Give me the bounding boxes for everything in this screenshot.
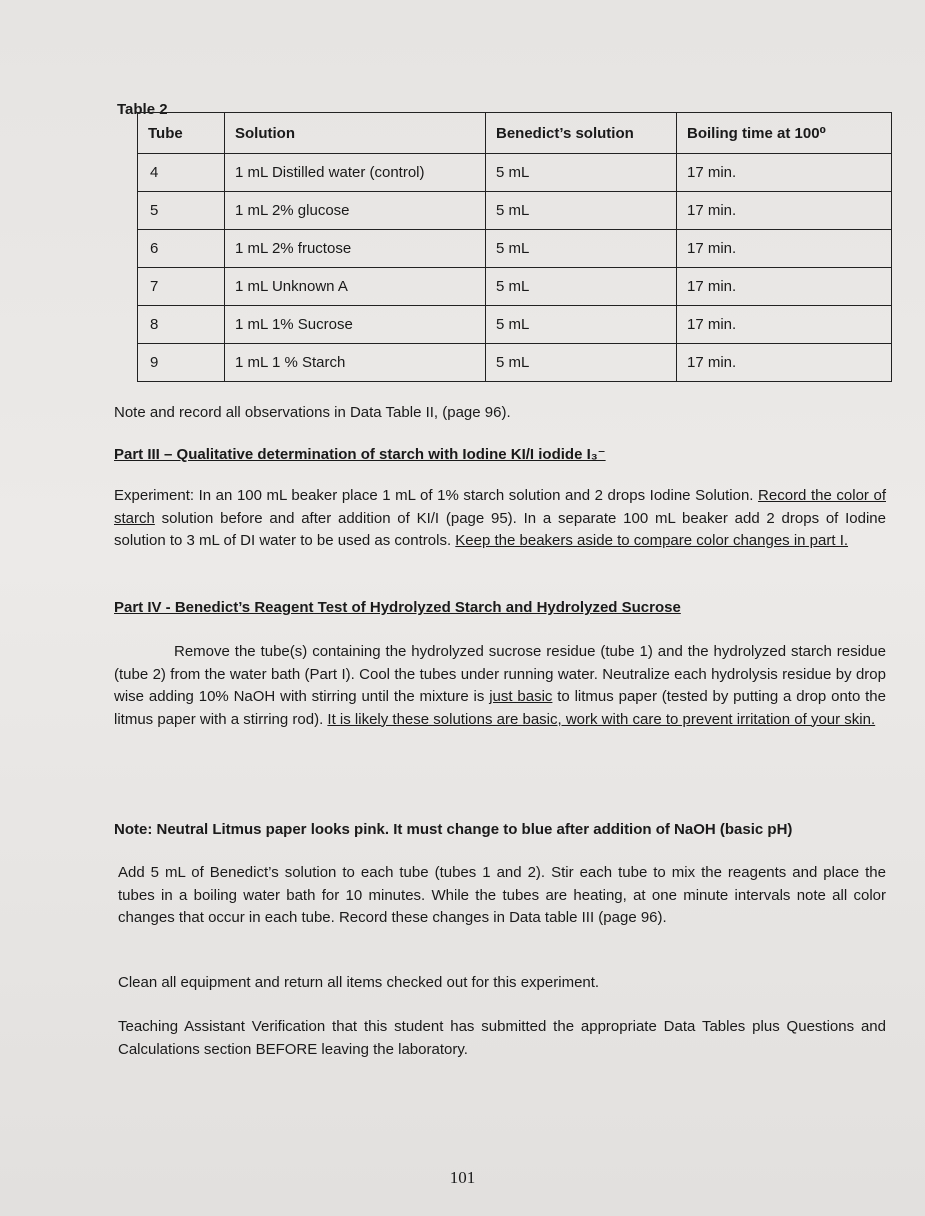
page-number: 101 (449, 1168, 476, 1187)
part4-heading: Part IV - Benedict’s Reagent Test of Hydrolyzed Starch and Hydrolyzed Sucrose (114, 599, 681, 616)
cell-tube: 4 (138, 154, 225, 192)
cell-solution: 1 mL 1% Sucrose (225, 306, 486, 344)
table-title: Table 2 (117, 101, 168, 118)
cell-benedicts: 5 mL (486, 192, 677, 230)
ta-verification: Teaching Assistant Verification that this student has submitted the appropriate Data Tables plus Questions and Calculations section BEFORE leaving the laboratory. (118, 1018, 886, 1058)
tube-table (137, 112, 892, 382)
table-row (138, 306, 892, 344)
cell-tube: 7 (138, 268, 225, 306)
cell-boiling-time: 17 min. (677, 154, 892, 192)
part4-text-1: Remove the tube(s) containing the hydrolyzed sucrose residue (tube 1) and the hydrolyzed starch residue (tube 2) from the water bath (Part I). Cool the tubes under running water. Neutralize each hydrolysis residue by drop wise adding 10% NaOH with stirring until the mixture is (114, 643, 886, 705)
part3-text-underlined-1: Record the color of starch (114, 487, 886, 527)
cell-benedicts: 5 mL (486, 230, 677, 268)
header-tube: Tube (138, 113, 225, 154)
part3-text-2: solution before and after addition of KI/I (page 95). In a separate 100 mL beaker add 2 drops of Iodine solution to 3 mL of DI water to be used as controls. (114, 509, 886, 549)
cleanup-instruction: Clean all equipment and return all items checked out for this experiment. (118, 974, 600, 991)
cell-benedicts: 5 mL (486, 154, 677, 192)
part3-text-underlined-2: Keep the beakers aside to compare color changes in part I. (455, 532, 849, 549)
table-row (138, 154, 892, 192)
table-header-row (138, 113, 892, 154)
cell-tube: 9 (138, 344, 225, 382)
benedict-instructions: Add 5 mL of Benedict’s solution to each tube (tubes 1 and 2). Stir each tube to mix the reagents and place the tubes in a boiling water bath for 10 minutes. While the tubes are heating, at one minute intervals note all color changes that occur in each tube. Record these changes in Data table III (page 96). (118, 864, 886, 926)
cell-tube: 5 (138, 192, 225, 230)
litmus-note: Note: Neutral Litmus paper looks pink. It must change to blue after addition of NaOH (basic pH) (114, 821, 793, 838)
table-row (138, 230, 892, 268)
part4-text (114, 641, 886, 731)
part4-text-underlined-1: just basic (489, 688, 553, 705)
cell-benedicts: 5 mL (486, 344, 677, 382)
part3-text (114, 485, 886, 553)
cell-solution: 1 mL Distilled water (control) (225, 154, 486, 192)
cell-boiling-time: 17 min. (677, 268, 892, 306)
table-row (138, 344, 892, 382)
cell-boiling-time: 17 min. (677, 306, 892, 344)
cell-tube: 8 (138, 306, 225, 344)
cell-solution: 1 mL Unknown A (225, 268, 486, 306)
cell-boiling-time: 17 min. (677, 344, 892, 382)
table-row (138, 192, 892, 230)
part4-text-underlined-2: It is likely these solutions are basic, work with care to prevent irritation of your skin. (327, 710, 876, 728)
cell-boiling-time: 17 min. (677, 192, 892, 230)
cell-benedicts: 5 mL (486, 306, 677, 344)
part3-text-1: Experiment: In an 100 mL beaker place 1 mL of 1% starch solution and 2 drops Iodine Solution. (114, 487, 759, 504)
part3-heading: Part III – Qualitative determination of starch with Iodine KI/I iodide I₃⁻ (114, 446, 606, 463)
part4-text-2: to litmus paper (tested by putting a drop onto the litmus paper with a stirring rod). (114, 688, 886, 728)
header-solution: Solution (225, 113, 486, 154)
cell-solution: 1 mL 2% glucose (225, 192, 486, 230)
cell-solution: 1 mL 2% fructose (225, 230, 486, 268)
cell-tube: 6 (138, 230, 225, 268)
cell-benedicts: 5 mL (486, 268, 677, 306)
cell-boiling-time: 17 min. (677, 230, 892, 268)
header-benedicts: Benedict’s solution (486, 113, 677, 154)
header-boiling-time: Boiling time at 100⁰ (677, 113, 892, 154)
cell-solution: 1 mL 1 % Starch (225, 344, 486, 382)
table-row (138, 268, 892, 306)
record-note: Note and record all observations in Data Table II, (page 96). (114, 404, 511, 421)
